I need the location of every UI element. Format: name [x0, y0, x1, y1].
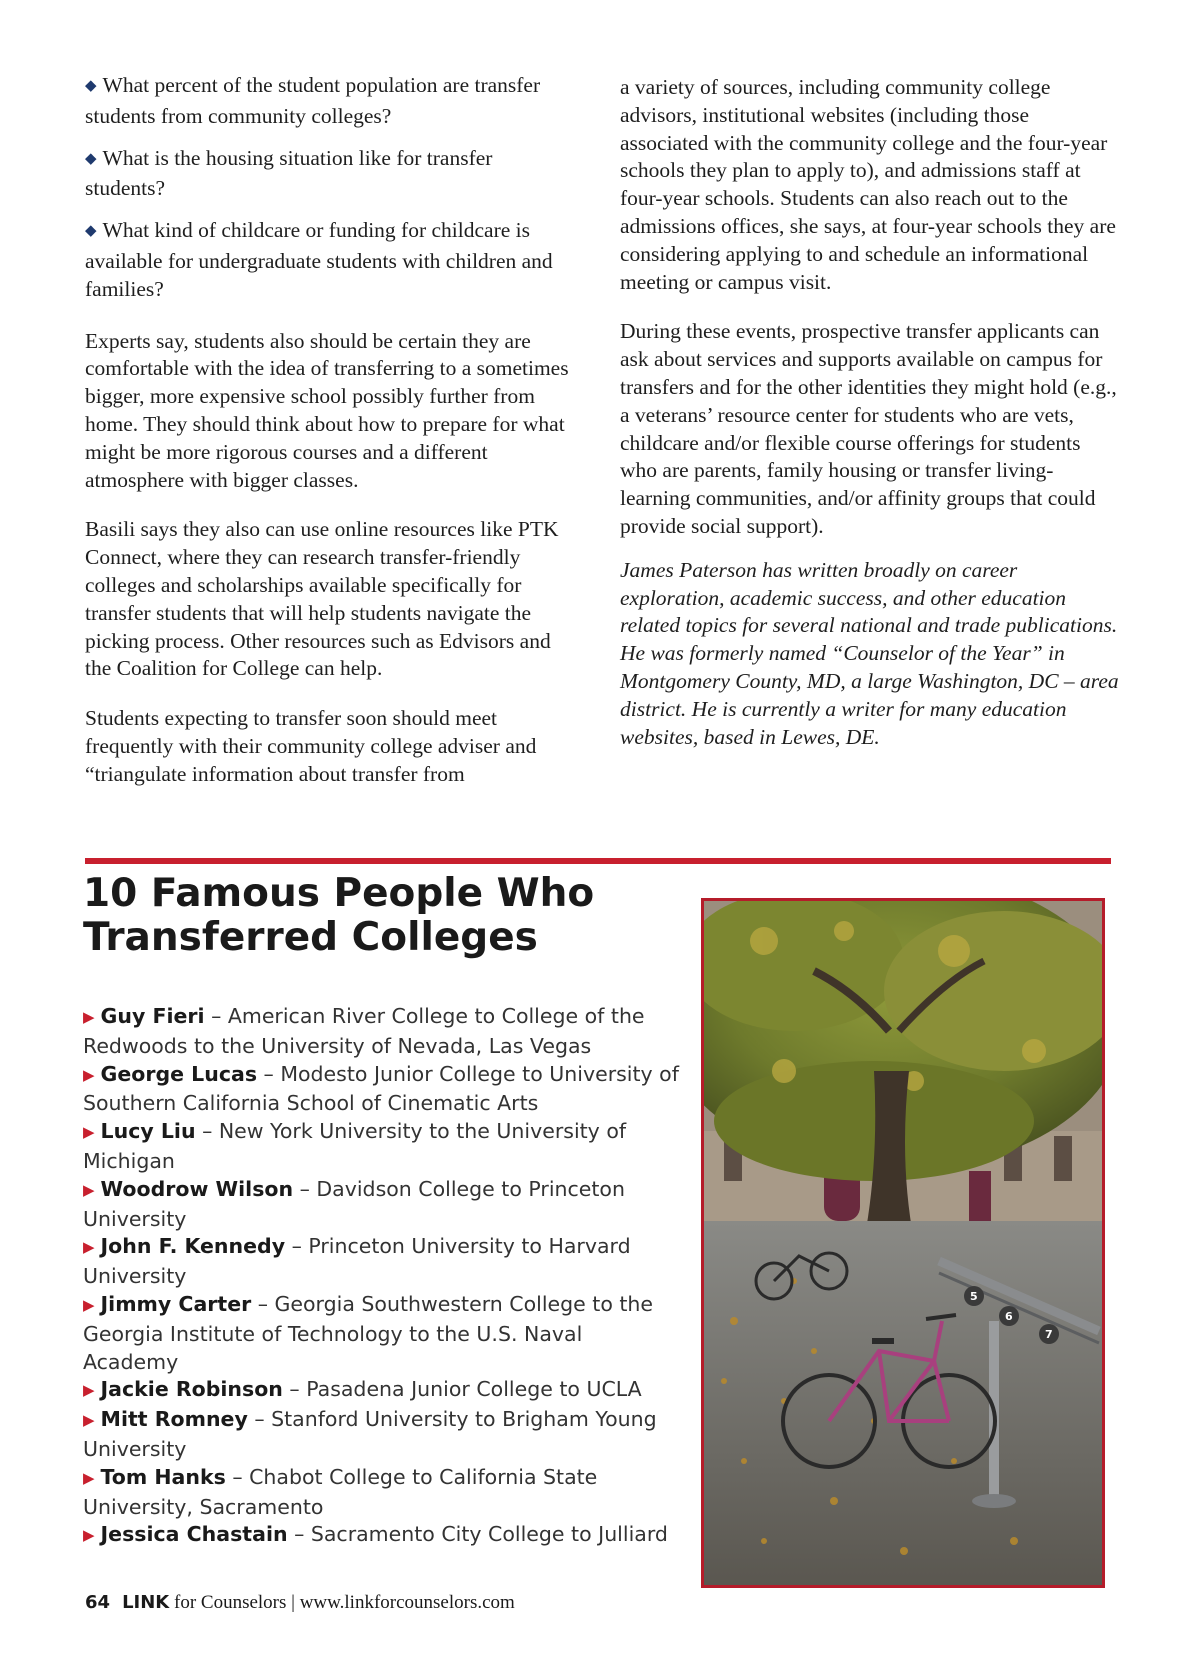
list-item: ▶ Tom Hanks – Chabot College to California State University, Sacramento [83, 1464, 598, 1519]
svg-text:7: 7 [1045, 1328, 1053, 1341]
body-paragraph-4: a variety of sources, including community college advisors, institutional websites (including those associated with the community college and the four-year schools they plan to apply to), and admissions staff at four-year schools. Students can also reach out to the admissions offices, she says, at four-year schools they are considering applying to and schedule an informational meeting or campus visit. [620, 75, 1116, 294]
svg-text:5: 5 [970, 1290, 978, 1303]
publication-info: for Counselors | www.linkforcounselors.com [169, 1592, 515, 1613]
famous-people-list [83, 1003, 683, 1551]
page-footer [85, 1592, 515, 1614]
body-paragraph-3: Students expecting to transfer soon should meet frequently with their community college adviser and “triangulate information about transfer from [85, 706, 537, 786]
list-item: ▶ George Lucas – Modesto Junior College to University of Southern California School of Cinematic Arts [83, 1061, 679, 1116]
page-number: 64 [85, 1592, 111, 1613]
svg-text:6: 6 [1005, 1310, 1013, 1323]
brand-name: LINK [122, 1592, 170, 1613]
bullet-question-2: ◆ What is the housing situation like for transfer students? [85, 145, 493, 201]
body-paragraph-2: Basili says they also can use online resources like PTK Connect, where they can research transfer-friendly colleges and scholarships available specifically for transfer students that will help students navigate the picking process. Other resources such as Edvisors and the Coalition for College can help. [85, 517, 559, 681]
list-item: ▶ Jimmy Carter – Georgia Southwestern College to the Georgia Institute of Technology to the U.S. Naval Academy [83, 1291, 654, 1374]
triangle-bullet-icon: ▶ [83, 1065, 95, 1084]
triangle-bullet-icon: ▶ [83, 1468, 95, 1487]
triangle-bullet-icon: ▶ [83, 1526, 95, 1545]
bullet-question-1: ◆ What percent of the student population are transfer students from community colleges? [85, 73, 541, 128]
list-item: ▶ Guy Fieri – American River College to College of the Redwoods to the University of Nevada, Las Vegas [83, 1004, 645, 1058]
section-divider [85, 858, 1111, 864]
left-column [85, 72, 575, 811]
body-paragraph-1: Experts say, students also should be certain they are comfortable with the idea of transferring to a sometimes bigger, more expensive school possibly further from home. They should think about how to prepare for what might be more rigorous courses and a different atmosphere with bigger classes. [85, 328, 569, 492]
triangle-bullet-icon: ▶ [83, 1008, 95, 1026]
triangle-bullet-icon: ▶ [83, 1180, 95, 1199]
tree-bicycle-photo [701, 898, 1105, 1588]
photo-illustration [704, 901, 1102, 1585]
list-item: ▶ Woodrow Wilson – Davidson College to Princeton University [83, 1176, 625, 1231]
list-item: ▶ Jackie Robinson – Pasadena Junior College to UCLA [83, 1377, 642, 1402]
list-item: ▶ Mitt Romney – Stanford University to Brigham Young University [83, 1407, 657, 1461]
triangle-bullet-icon: ▶ [83, 1295, 95, 1314]
diamond-bullet-icon: ◆ [85, 78, 97, 94]
list-item: ▶ Jessica Chastain – Sacramento City College to Julliard [83, 1522, 668, 1547]
triangle-bullet-icon: ▶ [83, 1411, 95, 1430]
list-item: ▶ John F. Kennedy – Princeton University to Harvard University [83, 1234, 631, 1289]
triangle-bullet-icon: ▶ [83, 1381, 95, 1400]
diamond-bullet-icon: ◆ [85, 223, 97, 240]
right-column [620, 74, 1120, 751]
triangle-bullet-icon: ▶ [83, 1238, 95, 1257]
author-bio: James Paterson has written broadly on career exploration, academic success, and other education related topics for several national and trade publications. He was formerly named “Counselor of the Year” in Montgomery County, MD, a large Washington, DC – area district. He is currently a writer for many education websites, based in Lewes, DE. [620, 557, 1119, 749]
diamond-bullet-icon: ◆ [85, 150, 97, 167]
bullet-question-3: ◆ What kind of childcare or funding for childcare is available for undergraduate students with children and families? [85, 218, 553, 301]
triangle-bullet-icon: ▶ [83, 1123, 95, 1142]
list-item: ▶ Lucy Liu – New York University to the University of Michigan [83, 1119, 627, 1173]
body-paragraph-5: During these events, prospective transfer applicants can ask about services and supports available on campus for transfers and for the other identities they might hold (e.g., a veterans’ resource center for students who are vets, childcare and/or flexible course offerings for students who are parents, family housing or transfer living-learning communities, and/or affinity groups that could provide social support). [620, 319, 1117, 538]
sidebar-title: 10 Famous People Who Transferred Colleges [83, 871, 595, 960]
